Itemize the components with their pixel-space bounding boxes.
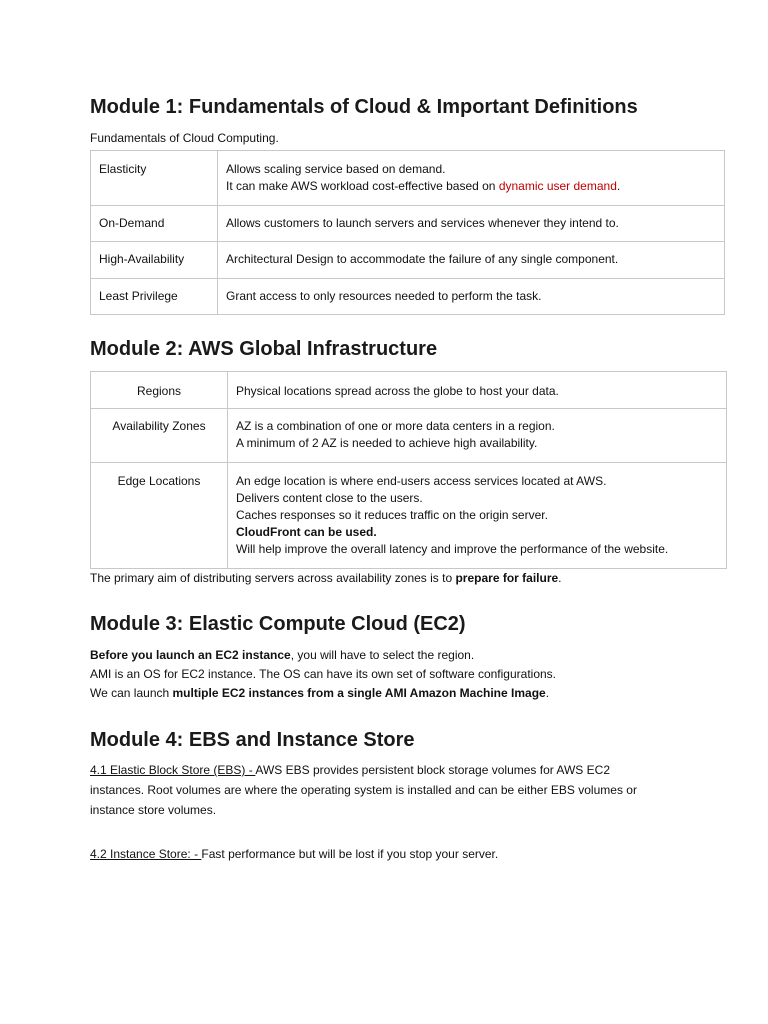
ebs-line-3: instance store volumes. bbox=[90, 803, 217, 817]
desc-line: Delivers content close to the users. bbox=[236, 491, 423, 505]
line-text: . bbox=[545, 686, 550, 700]
desc-line: Physical locations spread across the globe to host your data. bbox=[236, 384, 559, 398]
module2-note bbox=[90, 569, 562, 588]
desc-line: Caches responses so it reduces traffic on the origin server. bbox=[236, 508, 548, 522]
table-row bbox=[91, 463, 727, 569]
note-emphasis: prepare for failure bbox=[455, 571, 559, 585]
ebs-line-1 bbox=[90, 761, 610, 780]
line-text: Before you launch an bbox=[90, 648, 216, 662]
table-row bbox=[91, 372, 727, 409]
module2-heading: Module 2: AWS Global Infrastructure bbox=[90, 338, 438, 360]
desc-text: . bbox=[616, 179, 621, 193]
desc-line: CloudFront can be used. bbox=[236, 525, 377, 539]
desc-cell: Grant access to only resources needed to perform the task. bbox=[218, 279, 725, 315]
term-cell: Availability Zones bbox=[91, 409, 228, 463]
table-row bbox=[91, 409, 727, 463]
module3-line-2: AMI is an OS for EC2 instance. The OS can have its own set of software configurations. bbox=[90, 667, 557, 681]
desc-line: An edge location is where end-users access services located at AWS. bbox=[236, 474, 607, 488]
desc-line bbox=[226, 178, 716, 195]
module3-line-1 bbox=[90, 646, 474, 665]
line-text: multiple EC2 instances from a single AMI Amazon Machine Image bbox=[172, 686, 546, 700]
term-cell: Regions bbox=[91, 372, 228, 409]
line-text: EC2 instance bbox=[215, 648, 291, 662]
line-text: , you will have to select the region. bbox=[290, 648, 475, 662]
term-cell: Least Privilege bbox=[91, 279, 218, 315]
module1-subtitle: Fundamentals of Cloud Computing. bbox=[90, 131, 279, 145]
term-cell: On-Demand bbox=[91, 206, 218, 242]
table-row bbox=[91, 279, 725, 315]
module3-heading: Module 3: Elastic Compute Cloud (EC2) bbox=[90, 613, 466, 635]
module4-heading: Module 4: EBS and Instance Store bbox=[90, 729, 415, 751]
note-text: . bbox=[558, 571, 562, 585]
desc-cell bbox=[228, 409, 727, 463]
desc-line: A minimum of 2 AZ is needed to achieve high availability. bbox=[236, 436, 538, 450]
table-row bbox=[91, 206, 725, 242]
table-row bbox=[91, 242, 725, 279]
module2-table bbox=[90, 371, 727, 569]
desc-text: It can make AWS workload cost-effective based on bbox=[226, 179, 499, 193]
desc-cell: Architectural Design to accommodate the failure of any single component. bbox=[218, 242, 725, 279]
line-text: We can launch bbox=[90, 686, 173, 700]
term-cell: High-Availability bbox=[91, 242, 218, 279]
ebs-line-2: instances. Root volumes are where the operating system is installed and can be either EBS volumes or bbox=[90, 783, 637, 797]
desc-cell bbox=[218, 151, 725, 206]
desc-cell: Allows customers to launch servers and services whenever they intend to. bbox=[218, 206, 725, 242]
highlight-text: dynamic user demand bbox=[498, 179, 617, 193]
term-cell: Elasticity bbox=[91, 151, 218, 206]
module1-table bbox=[90, 150, 725, 315]
ebs-label: 4.1 Elastic Block Store (EBS) - bbox=[90, 763, 256, 777]
instance-store-text: Fast performance but will be lost if you stop your server. bbox=[201, 847, 499, 861]
instance-store-line bbox=[90, 845, 498, 864]
ebs-text: AWS EBS provides persistent block storage volumes for AWS EC2 bbox=[255, 763, 610, 777]
desc-line: AZ is a combination of one or more data centers in a region. bbox=[236, 419, 555, 433]
note-text: The primary aim of distributing servers across availability zones is to bbox=[90, 571, 456, 585]
module3-line-3 bbox=[90, 684, 549, 703]
term-cell: Edge Locations bbox=[91, 463, 228, 569]
desc-cell bbox=[228, 463, 727, 569]
desc-line: Will help improve the overall latency and improve the performance of the website. bbox=[236, 542, 669, 556]
desc-line: Allows scaling service based on demand. bbox=[226, 162, 446, 176]
instance-store-label: 4.2 Instance Store: - bbox=[90, 847, 202, 861]
desc-cell bbox=[228, 372, 727, 409]
table-row bbox=[91, 151, 725, 206]
module1-heading: Module 1: Fundamentals of Cloud & Important Definitions bbox=[90, 96, 638, 118]
